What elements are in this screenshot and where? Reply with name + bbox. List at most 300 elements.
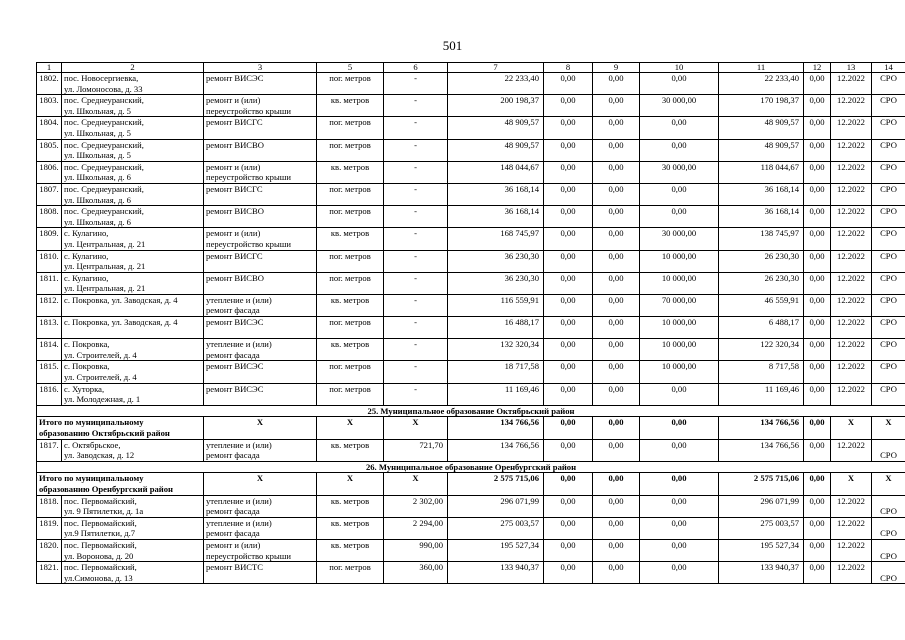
total-cost-cell: 275 003,57 <box>448 517 544 539</box>
work-type-cell-line <box>206 261 314 272</box>
column-header: 1 <box>37 63 62 73</box>
work-type-cell-line: ремонт и (или) <box>206 161 261 172</box>
col10-cell: 0,00 <box>640 383 719 405</box>
col12-cell: 0,00 <box>804 539 831 561</box>
col11-cell: 22 233,40 <box>719 73 804 95</box>
row-number: 1805. <box>37 139 62 161</box>
row-number: 1804. <box>37 117 62 139</box>
work-type-cell-line <box>206 128 314 139</box>
column-header: 2 <box>62 63 204 73</box>
table-row <box>37 117 905 139</box>
method-cell: СРО <box>872 95 905 117</box>
row-number: 1820. <box>37 539 62 561</box>
col10-cell: 0,00 <box>640 439 719 461</box>
work-type-cell-line: ремонт фасада <box>206 349 260 360</box>
address-cell <box>62 317 204 339</box>
table-row <box>37 272 905 294</box>
subtotal-label-line: Итого по муниципальному <box>39 473 144 484</box>
unit-cell: пог. метров <box>317 317 384 339</box>
row-number: 1802. <box>37 73 62 95</box>
address-cell-line: ул. Школьная, д. 5 <box>64 127 131 138</box>
quantity-cell: - <box>384 272 448 294</box>
unit-cell: пог. метров <box>317 361 384 383</box>
method-cell: СРО <box>872 250 905 272</box>
work-type-cell <box>204 361 317 383</box>
col11-cell: 8 717,58 <box>719 361 804 383</box>
row-number: 1814. <box>37 339 62 361</box>
address-cell <box>62 562 204 584</box>
quantity-cell: 721,70 <box>384 439 448 461</box>
address-cell-line: ул. Центральная, д. 21 <box>64 238 146 249</box>
work-type-cell-line: ремонт ВИСЭС <box>206 317 264 328</box>
work-type-cell-line <box>206 372 314 383</box>
date-cell: 12.2022 <box>831 206 872 228</box>
row-number: 1818. <box>37 495 62 517</box>
col10-cell: 70 000,00 <box>640 294 719 316</box>
subtotal-row <box>37 417 905 439</box>
work-type-cell <box>204 139 317 161</box>
col8-cell: 0,00 <box>544 495 593 517</box>
address-cell <box>62 250 204 272</box>
work-type-cell-line: утепление и (или) <box>206 294 272 305</box>
table-row <box>37 361 905 383</box>
address-cell-line: с. Хуторка, <box>64 383 105 394</box>
col9-cell: 0,00 <box>593 383 640 405</box>
col8-cell: 0,00 <box>544 339 593 361</box>
col8-cell: 0,00 <box>544 539 593 561</box>
address-cell-line: с. Кулагино, <box>64 272 109 283</box>
section-header-row <box>37 405 905 417</box>
unit-cell: кв. метров <box>317 95 384 117</box>
col10-cell: 0,00 <box>640 73 719 95</box>
row-number: 1813. <box>37 317 62 339</box>
unit-cell: кв. метров <box>317 517 384 539</box>
col8-cell: 0,00 <box>544 250 593 272</box>
address-cell-line: ул. Школьная, д. 6 <box>64 216 131 227</box>
address-cell-line: ул.Симонова, д. 13 <box>64 572 133 583</box>
work-type-cell <box>204 117 317 139</box>
table-row <box>37 495 905 517</box>
col12-cell: 0,00 <box>804 317 831 339</box>
method-cell: СРО <box>872 517 905 539</box>
method-cell: СРО <box>872 206 905 228</box>
capital-repair-table <box>36 62 905 584</box>
work-type-cell <box>204 206 317 228</box>
row-number: 1816. <box>37 383 62 405</box>
method-cell: СРО <box>872 383 905 405</box>
col8-cell: 0,00 <box>544 517 593 539</box>
col8-cell: 0,00 <box>544 206 593 228</box>
col11-cell: 46 559,91 <box>719 294 804 316</box>
col8-cell: 0,00 <box>544 439 593 461</box>
work-type-cell-line: ремонт ВИСЭС <box>206 383 264 394</box>
address-cell-line: пос. Среднеуранский, <box>64 117 144 128</box>
work-type-cell-line: ремонт фасада <box>206 506 260 517</box>
table-row <box>37 206 905 228</box>
work-type-cell-line: ремонт и (или) <box>206 228 261 239</box>
col9-cell: 0,00 <box>593 495 640 517</box>
address-cell-line: ул. Центральная, д. 21 <box>64 283 146 294</box>
unit-cell: кв. метров <box>317 294 384 316</box>
quantity-cell: - <box>384 317 448 339</box>
work-type-cell <box>204 562 317 584</box>
col12-cell: 0,00 <box>804 117 831 139</box>
col12-cell: 0,00 <box>804 495 831 517</box>
quantity-cell: 2 302,00 <box>384 495 448 517</box>
table-row <box>37 339 905 361</box>
unit-cell: пог. метров <box>317 562 384 584</box>
work-type-cell-line: переустройство крыши <box>206 172 291 183</box>
address-cell-line: пос. Среднеуранский, <box>64 183 144 194</box>
total-cost-cell: 36 230,30 <box>448 250 544 272</box>
col11-cell: 11 169,46 <box>719 383 804 405</box>
date-cell: 12.2022 <box>831 361 872 383</box>
address-cell <box>62 272 204 294</box>
table-row <box>37 562 905 584</box>
subtotal-total: 2 575 715,06 <box>448 473 544 495</box>
address-cell-line: пос. Среднеуранский, <box>64 161 144 172</box>
total-cost-cell: 11 169,46 <box>448 383 544 405</box>
col8-cell: 0,00 <box>544 117 593 139</box>
col11-cell: 195 527,34 <box>719 539 804 561</box>
address-cell <box>62 495 204 517</box>
address-cell-line <box>64 328 201 339</box>
table-row <box>37 183 905 205</box>
date-cell: 12.2022 <box>831 228 872 250</box>
work-type-cell <box>204 183 317 205</box>
subtotal-label-line: Итого по муниципальному <box>39 417 144 428</box>
col11-cell: 48 909,57 <box>719 117 804 139</box>
col11-cell: 26 230,30 <box>719 272 804 294</box>
address-cell-line: пос. Первомайский, <box>64 562 137 573</box>
col11-cell: 122 320,34 <box>719 339 804 361</box>
quantity-cell: 2 294,00 <box>384 517 448 539</box>
work-type-cell-line: утепление и (или) <box>206 339 272 350</box>
table-row <box>37 383 905 405</box>
date-cell: 12.2022 <box>831 294 872 316</box>
total-cost-cell: 200 198,37 <box>448 95 544 117</box>
quantity-cell: - <box>384 73 448 95</box>
column-header: 7 <box>448 63 544 73</box>
table-row <box>37 73 905 95</box>
method-cell: СРО <box>872 73 905 95</box>
col10-cell: 0,00 <box>640 539 719 561</box>
work-type-cell-line: ремонт фасада <box>206 528 260 539</box>
section-title: 26. Муниципальное образование Оренбургский район <box>37 461 905 473</box>
col10-cell: 30 000,00 <box>640 228 719 250</box>
address-cell <box>62 183 204 205</box>
total-cost-cell: 36 168,14 <box>448 183 544 205</box>
column-header: 8 <box>544 63 593 73</box>
address-cell-line: пос. Первомайский, <box>64 495 137 506</box>
work-type-cell-line: ремонт ВИСЭС <box>206 73 264 83</box>
table-row <box>37 539 905 561</box>
work-type-cell-line: переустройство крыши <box>206 238 291 249</box>
col10-cell: 0,00 <box>640 495 719 517</box>
subtotal-label <box>37 473 204 495</box>
table-row <box>37 95 905 117</box>
column-header: 13 <box>831 63 872 73</box>
work-type-cell-line <box>206 217 314 228</box>
date-cell: 12.2022 <box>831 539 872 561</box>
total-cost-cell: 36 168,14 <box>448 206 544 228</box>
col8-cell: 0,00 <box>544 294 593 316</box>
col9-cell: 0,00 <box>593 539 640 561</box>
total-cost-cell: 132 320,34 <box>448 339 544 361</box>
col8-cell: 0,00 <box>544 361 593 383</box>
col9-cell: 0,00 <box>593 73 640 95</box>
work-type-cell-line: ремонт ВИСВО <box>206 206 264 217</box>
header-row <box>37 63 905 73</box>
col10-cell: 0,00 <box>640 206 719 228</box>
work-type-cell-line: ремонт и (или) <box>206 95 261 106</box>
unit-cell: кв. метров <box>317 339 384 361</box>
date-cell: 12.2022 <box>831 272 872 294</box>
col10-cell: 0,00 <box>640 183 719 205</box>
work-type-cell-line <box>206 283 314 294</box>
subtotal-label-line: образованию Октябрьский район <box>39 428 170 438</box>
col8-cell: 0,00 <box>544 317 593 339</box>
col10-cell: 0,00 <box>640 562 719 584</box>
row-number: 1812. <box>37 294 62 316</box>
column-header: 14 <box>872 63 905 73</box>
date-cell: 12.2022 <box>831 139 872 161</box>
unit-cell: кв. метров <box>317 539 384 561</box>
address-cell-line: ул. Строителей, д. 4 <box>64 349 137 360</box>
work-type-cell-line <box>206 328 314 339</box>
work-type-cell <box>204 317 317 339</box>
date-cell: 12.2022 <box>831 250 872 272</box>
unit-cell: кв. метров <box>317 161 384 183</box>
unit-cell: кв. метров <box>317 228 384 250</box>
col8-cell: 0,00 <box>544 272 593 294</box>
col11-cell: 36 168,14 <box>719 206 804 228</box>
row-number: 1819. <box>37 517 62 539</box>
address-cell-line: с. Кулагино, <box>64 228 109 239</box>
method-cell: СРО <box>872 317 905 339</box>
method-cell: СРО <box>872 161 905 183</box>
work-type-cell-line: ремонт ВИСВО <box>206 272 264 283</box>
col10-cell: 30 000,00 <box>640 161 719 183</box>
address-cell-line: ул. Ломоносова, д. 33 <box>64 83 143 94</box>
address-cell-line: пос. Среднеуранский, <box>64 95 144 106</box>
col11-cell: 48 909,57 <box>719 139 804 161</box>
table-row <box>37 439 905 461</box>
total-cost-cell: 133 940,37 <box>448 562 544 584</box>
col11-cell: 6 488,17 <box>719 317 804 339</box>
work-type-cell <box>204 161 317 183</box>
method-cell: СРО <box>872 117 905 139</box>
subtotal-col10: 0,00 <box>640 417 719 439</box>
subtotal-col5: X <box>317 473 384 495</box>
col12-cell: 0,00 <box>804 562 831 584</box>
total-cost-cell: 116 559,91 <box>448 294 544 316</box>
col9-cell: 0,00 <box>593 183 640 205</box>
col9-cell: 0,00 <box>593 317 640 339</box>
work-type-cell-line: ремонт ВИСВО <box>206 139 264 150</box>
unit-cell: пог. метров <box>317 383 384 405</box>
section-header-row <box>37 461 905 473</box>
row-number: 1817. <box>37 439 62 461</box>
work-type-cell-line: утепление и (или) <box>206 439 272 450</box>
date-cell: 12.2022 <box>831 439 872 461</box>
work-type-cell-line: ремонт ВИСЭС <box>206 361 264 372</box>
quantity-cell: - <box>384 228 448 250</box>
col12-cell: 0,00 <box>804 206 831 228</box>
address-cell-line: ул. Строителей, д. 4 <box>64 372 137 383</box>
subtotal-col11: 134 766,56 <box>719 417 804 439</box>
col9-cell: 0,00 <box>593 562 640 584</box>
quantity-cell: - <box>384 339 448 361</box>
method-cell: СРО <box>872 228 905 250</box>
column-header: 9 <box>593 63 640 73</box>
address-cell-line: ул. Молодежная, д. 1 <box>64 394 141 405</box>
col11-cell: 134 766,56 <box>719 439 804 461</box>
col8-cell: 0,00 <box>544 228 593 250</box>
col9-cell: 0,00 <box>593 517 640 539</box>
col12-cell: 0,00 <box>804 139 831 161</box>
work-type-cell <box>204 495 317 517</box>
col12-cell: 0,00 <box>804 73 831 95</box>
work-type-cell-line: ремонт ВИСГС <box>206 183 263 194</box>
unit-cell: пог. метров <box>317 117 384 139</box>
row-number: 1808. <box>37 206 62 228</box>
subtotal-col8: 0,00 <box>544 473 593 495</box>
row-number: 1821. <box>37 562 62 584</box>
col8-cell: 0,00 <box>544 161 593 183</box>
work-type-cell-line: утепление и (или) <box>206 495 272 506</box>
work-type-cell <box>204 95 317 117</box>
address-cell <box>62 517 204 539</box>
column-header: 3 <box>204 63 317 73</box>
address-cell-line: ул. Школьная, д. 5 <box>64 105 131 116</box>
col12-cell: 0,00 <box>804 517 831 539</box>
table-row <box>37 139 905 161</box>
table-row <box>37 517 905 539</box>
col12-cell: 0,00 <box>804 272 831 294</box>
row-number: 1811. <box>37 272 62 294</box>
subtotal-col9: 0,00 <box>593 417 640 439</box>
work-type-cell-line <box>206 84 314 95</box>
work-type-cell-line: ремонт фасада <box>206 305 260 316</box>
page-number: 501 <box>442 38 463 53</box>
address-cell-line: с. Покровка, ул. Заводская, д. 4 <box>64 317 178 328</box>
address-cell-line: ул. 9 Пятилетки, д. 1а <box>64 506 144 517</box>
date-cell: 12.2022 <box>831 495 872 517</box>
subtotal-label-line: образованию Оренбургский район <box>39 483 173 494</box>
address-cell-line: пос. Новосергиевка, <box>64 73 139 83</box>
work-type-cell-line <box>206 573 314 584</box>
work-type-cell-line: ремонт ВИСГС <box>206 250 263 261</box>
work-type-cell-line: ремонт и (или) <box>206 539 261 550</box>
row-number: 1810. <box>37 250 62 272</box>
col9-cell: 0,00 <box>593 272 640 294</box>
col11-cell: 138 745,97 <box>719 228 804 250</box>
work-type-cell <box>204 228 317 250</box>
column-header: 6 <box>384 63 448 73</box>
address-cell-line: ул. Воронова, д. 20 <box>64 550 134 561</box>
method-cell: СРО <box>872 139 905 161</box>
col9-cell: 0,00 <box>593 206 640 228</box>
total-cost-cell: 36 230,30 <box>448 272 544 294</box>
total-cost-cell: 168 745,97 <box>448 228 544 250</box>
col10-cell: 0,00 <box>640 139 719 161</box>
total-cost-cell: 134 766,56 <box>448 439 544 461</box>
date-cell: 12.2022 <box>831 383 872 405</box>
col10-cell: 10 000,00 <box>640 339 719 361</box>
work-type-cell <box>204 272 317 294</box>
address-cell-line: с. Покровка, ул. Заводская, д. 4 <box>64 294 178 305</box>
col9-cell: 0,00 <box>593 228 640 250</box>
date-cell: 12.2022 <box>831 339 872 361</box>
address-cell-line: пос. Первомайский, <box>64 539 137 550</box>
col11-cell: 133 940,37 <box>719 562 804 584</box>
address-cell-line: ул. Школьная, д. 6 <box>64 172 131 183</box>
table-body <box>37 73 905 584</box>
date-cell: 12.2022 <box>831 517 872 539</box>
address-cell-line: ул. Школьная, д. 6 <box>64 194 131 205</box>
method-cell: СРО <box>872 562 905 584</box>
col11-cell: 170 198,37 <box>719 95 804 117</box>
total-cost-cell: 148 044,67 <box>448 161 544 183</box>
unit-cell: пог. метров <box>317 206 384 228</box>
quantity-cell: - <box>384 206 448 228</box>
col8-cell: 0,00 <box>544 95 593 117</box>
row-number: 1815. <box>37 361 62 383</box>
address-cell-line: ул. Заводская, д. 12 <box>64 450 135 461</box>
method-cell: СРО <box>872 361 905 383</box>
work-type-cell-line: ремонт ВИСГС <box>206 117 263 128</box>
address-cell <box>62 117 204 139</box>
address-cell <box>62 383 204 405</box>
col11-cell: 118 044,67 <box>719 161 804 183</box>
address-cell <box>62 95 204 117</box>
address-cell-line: пос. Первомайский, <box>64 517 137 528</box>
address-cell-line: с. Октябрьское, <box>64 439 121 450</box>
date-cell: 12.2022 <box>831 183 872 205</box>
work-type-cell <box>204 294 317 316</box>
col10-cell: 30 000,00 <box>640 95 719 117</box>
total-cost-cell: 296 071,99 <box>448 495 544 517</box>
column-header: 5 <box>317 63 384 73</box>
column-header: 12 <box>804 63 831 73</box>
col12-cell: 0,00 <box>804 439 831 461</box>
address-cell <box>62 539 204 561</box>
work-type-cell-line: ремонт ВИСТС <box>206 562 264 573</box>
work-type-cell-line: утепление и (или) <box>206 517 272 528</box>
address-cell <box>62 228 204 250</box>
method-cell: СРО <box>872 294 905 316</box>
total-cost-cell: 18 717,58 <box>448 361 544 383</box>
unit-cell: пог. метров <box>317 272 384 294</box>
address-cell <box>62 339 204 361</box>
work-type-cell-line: переустройство крыши <box>206 550 291 561</box>
col12-cell: 0,00 <box>804 339 831 361</box>
subtotal-total: 134 766,56 <box>448 417 544 439</box>
address-cell <box>62 294 204 316</box>
col10-cell: 0,00 <box>640 517 719 539</box>
work-type-cell <box>204 517 317 539</box>
total-cost-cell: 48 909,57 <box>448 117 544 139</box>
method-cell: СРО <box>872 183 905 205</box>
subtotal-col12: 0,00 <box>804 473 831 495</box>
unit-cell: кв. метров <box>317 495 384 517</box>
col10-cell: 10 000,00 <box>640 272 719 294</box>
col12-cell: 0,00 <box>804 183 831 205</box>
section-title: 25. Муниципальное образование Октябрьский район <box>37 405 905 417</box>
col9-cell: 0,00 <box>593 95 640 117</box>
subtotal-col6: X <box>384 473 448 495</box>
